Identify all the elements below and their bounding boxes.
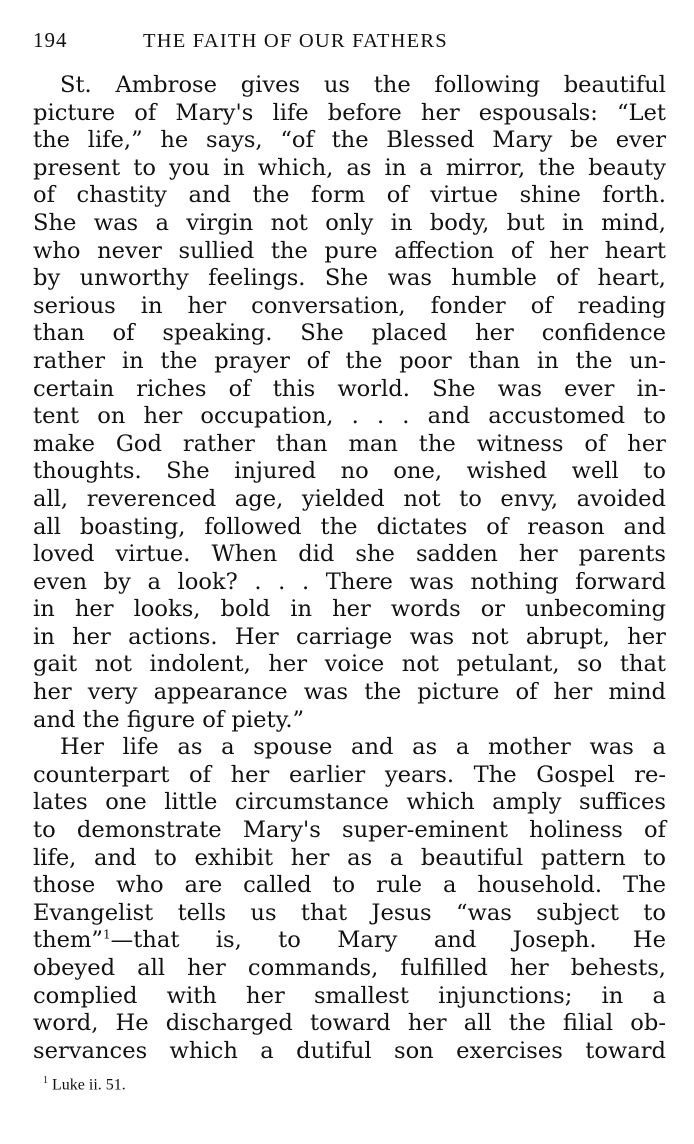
text-line: St. Ambrose gives us the following beautiful [60, 72, 666, 98]
text-line: gait not indolent, her voice not petulant, so that [33, 651, 666, 678]
footnote [33, 1075, 666, 1094]
text-line: counterpart of her earlier years. The Gospel re- [33, 761, 666, 788]
text-line: obeyed all her commands, fulfilled her behests, [33, 955, 666, 981]
text-line: than of speaking. She placed her confidence [33, 320, 666, 347]
text-line: the life,” he says, “of the Blessed Mary be ever [33, 127, 666, 154]
text-line: in her actions. Her carriage was not abrupt, her [33, 623, 666, 650]
text-line: rather in the prayer of the poor than in the un- [33, 347, 666, 374]
line-start: them” [33, 927, 103, 954]
text-line: present to you in which, as in a mirror, the beauty [33, 154, 666, 181]
text-line: by unworthy feelings. She was humble of heart, [33, 265, 666, 292]
text-line: complied with her smallest injunctions; in a [33, 982, 666, 1009]
text-line: lates one little circumstance which amply suffices [33, 789, 666, 816]
text-line: servances which a dutiful son exercises toward [33, 1037, 666, 1064]
paragraph-1 [33, 72, 666, 734]
paragraph-2 [33, 734, 666, 1065]
text-line: picture of Mary's life before her espousals: “Let [33, 99, 666, 126]
text-line: all, reverenced age, yielded not to envy, avoided [33, 485, 666, 512]
text-line: make God rather than man the witness of her [33, 430, 666, 457]
text-line: to demonstrate Mary's super-eminent holiness of [33, 817, 666, 844]
text-line-with-footnote [33, 927, 666, 955]
text-line: thoughts. She injured no one, wished well to [33, 458, 666, 485]
text-line: word, He discharged toward her all the filial ob- [33, 1010, 666, 1037]
page-number: 194 [33, 28, 68, 52]
text-line: all boasting, followed the dictates of reason and [33, 513, 666, 540]
text-line: life, and to exhibit her as a beautiful pattern to [33, 844, 666, 871]
text-line: who never sullied the pure affection of her heart [33, 237, 666, 264]
text-line: and the figure of piety.” [33, 706, 305, 733]
text-line: in her looks, bold in her words or unbecoming [33, 596, 666, 623]
text-line: those who are called to rule a household. The [33, 872, 666, 899]
text-line: even by a look? . . . There was nothing forward [33, 568, 666, 595]
text-line: Her life as a spouse and as a mother was a [60, 734, 666, 761]
text-line: certain riches of this world. She was ever in- [33, 375, 666, 402]
line-end: —that is, to Mary and Joseph. He [110, 927, 666, 954]
footnote-marker: 1 [43, 1075, 48, 1087]
text-line: loved virtue. When did she sadden her parents [33, 541, 666, 568]
page-header [33, 28, 666, 62]
running-head: THE FAITH OF OUR FATHERS [143, 30, 448, 52]
footnote-text: Luke ii. 51. [52, 1076, 126, 1094]
text-line: her very appearance was the picture of her mind [33, 679, 666, 706]
body-text [33, 72, 666, 1065]
text-line: tent on her occupation, . . . and accustomed to [33, 403, 666, 430]
text-line: serious in her conversation, fonder of reading [33, 292, 666, 319]
text-line: She was a virgin not only in body, but in mind, [33, 209, 666, 236]
footnote-reference: 1 [102, 927, 111, 942]
text-line: of chastity and the form of virtue shine forth. [33, 182, 666, 209]
text-line: Evangelist tells us that Jesus “was subject to [33, 899, 666, 926]
